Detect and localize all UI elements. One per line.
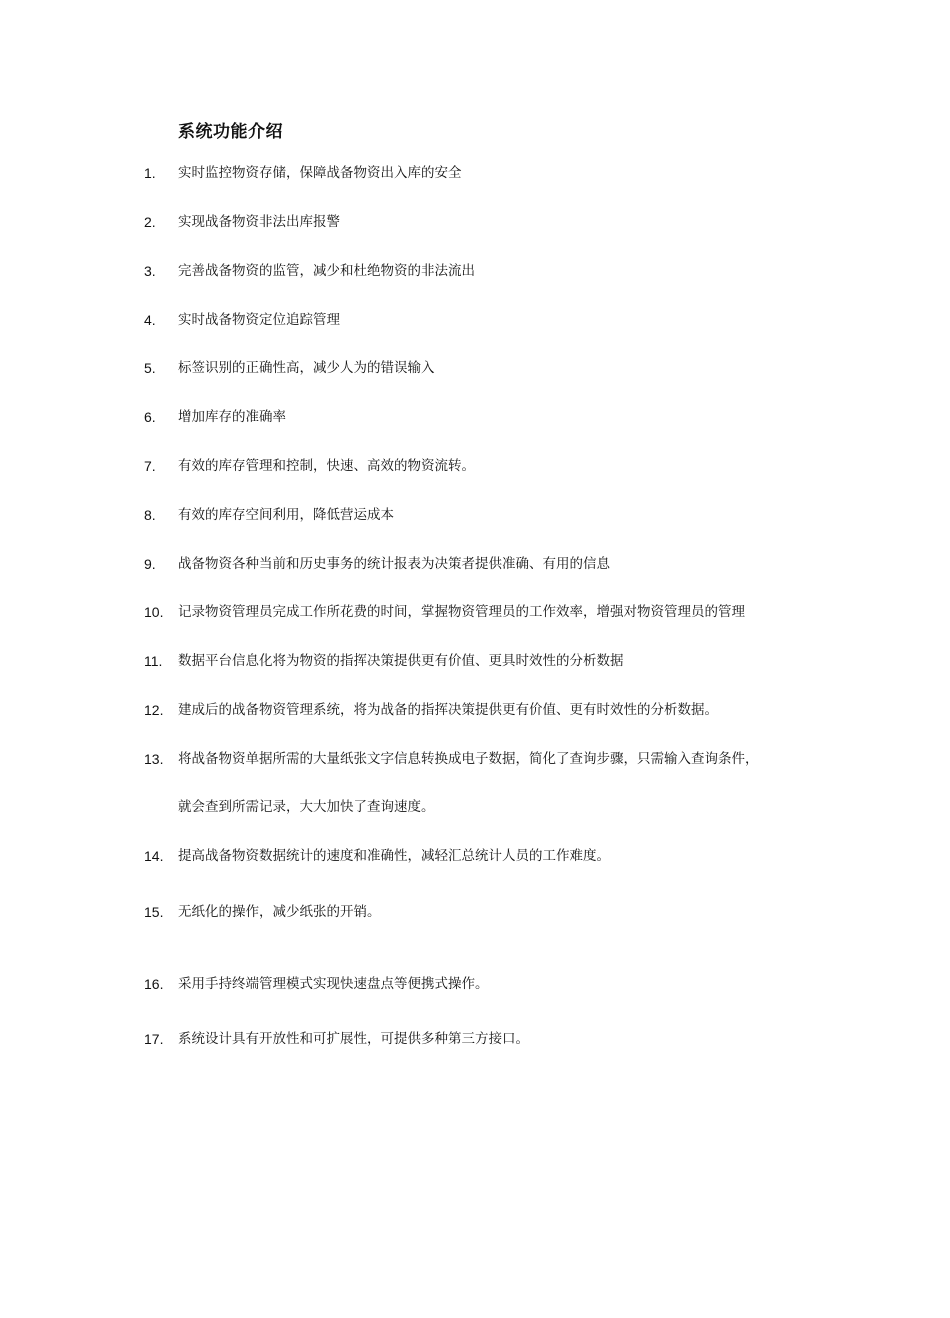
item-number: 6.: [144, 409, 156, 425]
item-number: 5.: [144, 360, 156, 376]
item-number: 16.: [144, 976, 164, 992]
item-text: 系统设计具有开放性和可扩展性，可提供多种第三方接口。: [178, 1031, 529, 1047]
item-text: 记录物资管理员完成工作所花费的时间，掌握物资管理员的工作效率，增强对物资管理员的管理: [178, 604, 745, 620]
item-text: 战备物资各种当前和历史事务的统计报表为决策者提供准确、有用的信息: [178, 556, 610, 572]
item-text: 建成后的战备物资管理系统，将为战备的指挥决策提供更有价值、更有时效性的分析数据。: [178, 702, 718, 718]
item-text: 有效的库存管理和控制，快速、高效的物资流转。: [178, 458, 475, 474]
item-text: 实时监控物资存储，保障战备物资出入库的安全: [178, 165, 462, 181]
item-text-continuation: 就会查到所需记录，大大加快了查询速度。: [178, 799, 435, 815]
item-text: 标签识别的正确性高，减少人为的错误输入: [178, 360, 435, 376]
item-text: 有效的库存空间利用，降低营运成本: [178, 507, 394, 523]
item-text: 采用手持终端管理模式实现快速盘点等便携式操作。: [178, 976, 489, 992]
item-number: 14.: [144, 848, 164, 864]
item-number: 7.: [144, 458, 156, 474]
item-number: 9.: [144, 556, 156, 572]
item-number: 12.: [144, 702, 164, 718]
item-text: 将战备物资单据所需的大量纸张文字信息转换成电子数据，简化了查询步骤，只需输入查询条件，: [178, 751, 759, 767]
item-text: 数据平台信息化将为物资的指挥决策提供更有价值、更具时效性的分析数据: [178, 653, 624, 669]
item-number: 15.: [144, 904, 164, 920]
item-number: 10.: [144, 604, 164, 620]
item-text: 实现战备物资非法出库报警: [178, 214, 340, 230]
item-text: 增加库存的准确率: [178, 409, 286, 425]
item-number: 17.: [144, 1031, 164, 1047]
item-text: 提高战备物资数据统计的速度和准确性，减轻汇总统计人员的工作难度。: [178, 848, 610, 864]
page-title: 系统功能介绍: [178, 122, 283, 142]
item-text: 无纸化的操作，减少纸张的开销。: [178, 904, 381, 920]
item-number: 8.: [144, 507, 156, 523]
item-number: 3.: [144, 263, 156, 279]
item-number: 2.: [144, 214, 156, 230]
item-number: 1.: [144, 165, 156, 181]
item-number: 11.: [144, 653, 163, 669]
item-text: 完善战备物资的监管，减少和杜绝物资的非法流出: [178, 263, 475, 279]
item-number: 4.: [144, 312, 156, 328]
item-number: 13.: [144, 751, 164, 767]
item-text: 实时战备物资定位追踪管理: [178, 312, 340, 328]
